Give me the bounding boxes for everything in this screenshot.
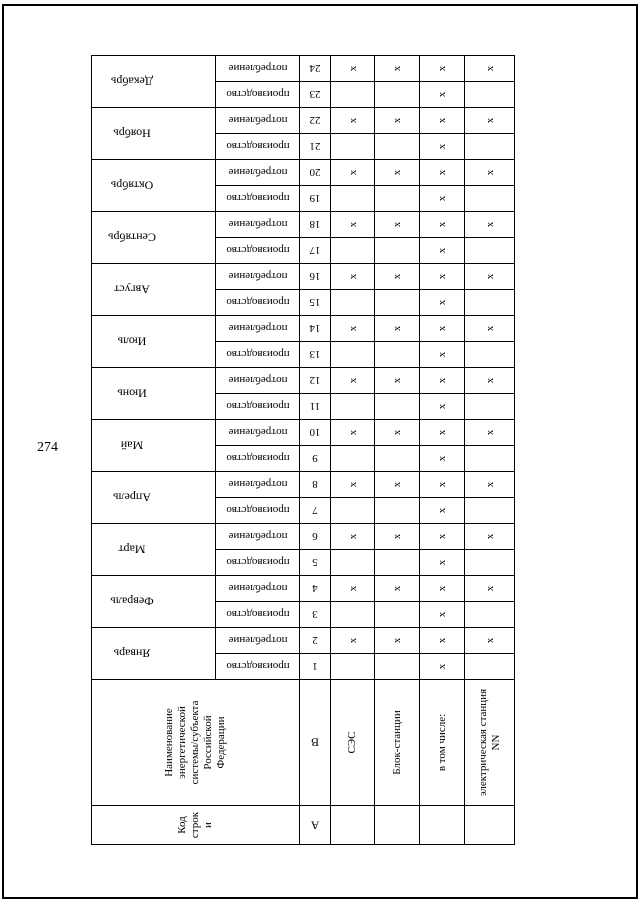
subheader-label: потребление bbox=[228, 426, 287, 439]
x-mark-cell bbox=[465, 238, 515, 264]
month-header-cell bbox=[92, 576, 216, 628]
x-mark-cell: х bbox=[420, 212, 465, 238]
column-number-label: 11 bbox=[309, 400, 321, 413]
x-mark-cell: х bbox=[465, 420, 515, 446]
x-mark-cell bbox=[465, 186, 515, 212]
consumption-subheader-cell bbox=[216, 576, 300, 602]
production-subheader-cell bbox=[216, 394, 300, 420]
column-number-label: 5 bbox=[312, 556, 318, 569]
x-mark-cell bbox=[375, 602, 420, 628]
table-row bbox=[420, 56, 465, 845]
column-number-label: 12 bbox=[309, 374, 321, 387]
x-mark-cell: х bbox=[375, 420, 420, 446]
consumption-subheader-cell bbox=[216, 160, 300, 186]
column-number-cell bbox=[300, 472, 331, 498]
x-mark-cell bbox=[331, 134, 375, 160]
row-name-cell: в том числе: bbox=[420, 680, 465, 806]
subheader-label: производство bbox=[225, 192, 290, 205]
column-number-cell bbox=[300, 446, 331, 472]
subheader-label: производство bbox=[225, 452, 290, 465]
x-mark-cell: х bbox=[331, 628, 375, 654]
subheader-label: потребление bbox=[228, 218, 287, 231]
energy-statistics-table bbox=[91, 55, 515, 845]
subheader-label: потребление bbox=[228, 582, 287, 595]
column-letter-a-label: А bbox=[310, 818, 320, 833]
x-mark-cell bbox=[375, 498, 420, 524]
x-mark-cell: х bbox=[420, 576, 465, 602]
subheader-label: производство bbox=[225, 348, 290, 361]
x-mark-cell bbox=[375, 446, 420, 472]
subheader-label: потребление bbox=[228, 322, 287, 335]
x-mark-cell: х bbox=[465, 576, 515, 602]
row-code-cell bbox=[420, 806, 465, 845]
subheader-label: производство bbox=[225, 88, 290, 101]
x-mark-cell: х bbox=[375, 368, 420, 394]
table-row bbox=[331, 56, 375, 845]
subheader-label: потребление bbox=[228, 478, 287, 491]
column-number-label: 22 bbox=[309, 114, 321, 127]
x-mark-cell: х bbox=[375, 576, 420, 602]
month-header-cell bbox=[92, 160, 216, 212]
column-number-cell bbox=[300, 602, 331, 628]
name-header-line: Наименование bbox=[163, 708, 175, 777]
column-number-cell bbox=[300, 264, 331, 290]
x-mark-cell bbox=[375, 134, 420, 160]
subheader-label: производство bbox=[225, 244, 290, 257]
month-header-cell bbox=[92, 212, 216, 264]
x-mark-cell: х bbox=[420, 550, 465, 576]
column-number-label: 15 bbox=[309, 296, 321, 309]
month-header-cell bbox=[92, 368, 216, 420]
consumption-subheader-cell bbox=[216, 212, 300, 238]
row-name-cell: Блок-станции bbox=[375, 680, 420, 806]
month-label: Сентябрь bbox=[107, 231, 156, 245]
x-mark-cell: х bbox=[375, 316, 420, 342]
x-mark-cell: х bbox=[465, 108, 515, 134]
month-header-cell bbox=[92, 420, 216, 472]
x-mark-cell: х bbox=[420, 628, 465, 654]
column-number-label: 9 bbox=[312, 452, 318, 465]
subheader-label: производство bbox=[225, 556, 290, 569]
x-mark-cell bbox=[465, 290, 515, 316]
x-mark-cell: х bbox=[375, 472, 420, 498]
month-header-cell bbox=[92, 56, 216, 108]
x-mark-cell: х bbox=[375, 56, 420, 82]
column-number-label: 17 bbox=[309, 244, 321, 257]
column-number-label: 14 bbox=[309, 322, 321, 335]
x-mark-cell bbox=[465, 394, 515, 420]
month-header-cell bbox=[92, 264, 216, 316]
name-header-lines bbox=[163, 680, 228, 805]
column-number-cell bbox=[300, 524, 331, 550]
month-label: Август bbox=[113, 283, 150, 297]
name-header-line: системы/субъекта bbox=[189, 700, 201, 785]
column-number-cell bbox=[300, 186, 331, 212]
subheader-label: потребление bbox=[228, 114, 287, 127]
x-mark-cell: х bbox=[420, 446, 465, 472]
x-mark-cell: х bbox=[375, 108, 420, 134]
column-number-cell bbox=[300, 82, 331, 108]
column-number-cell bbox=[300, 394, 331, 420]
x-mark-cell bbox=[465, 82, 515, 108]
x-mark-cell: х bbox=[465, 368, 515, 394]
month-label: Октябрь bbox=[110, 179, 153, 193]
x-mark-cell: х bbox=[331, 212, 375, 238]
subheader-label: потребление bbox=[228, 62, 287, 75]
column-number-label: 8 bbox=[312, 478, 318, 491]
production-subheader-cell bbox=[216, 290, 300, 316]
consumption-subheader-cell bbox=[216, 420, 300, 446]
subheader-label: производство bbox=[225, 400, 290, 413]
x-mark-cell bbox=[375, 342, 420, 368]
column-number-cell bbox=[300, 576, 331, 602]
production-subheader-cell bbox=[216, 602, 300, 628]
production-subheader-cell bbox=[216, 238, 300, 264]
x-mark-cell: х bbox=[331, 472, 375, 498]
subheader-label: потребление bbox=[228, 270, 287, 283]
column-number-label: 16 bbox=[309, 270, 321, 283]
month-header-cell bbox=[92, 628, 216, 680]
x-mark-cell bbox=[331, 550, 375, 576]
subheader-label: производство bbox=[225, 296, 290, 309]
rotated-table-container bbox=[91, 56, 514, 845]
column-number-label: 2 bbox=[312, 634, 318, 647]
x-mark-cell: х bbox=[331, 160, 375, 186]
subheader-label: производство bbox=[225, 608, 290, 621]
column-number-label: 7 bbox=[312, 504, 318, 517]
column-number-cell bbox=[300, 498, 331, 524]
column-number-cell bbox=[300, 212, 331, 238]
x-mark-cell: х bbox=[375, 212, 420, 238]
x-mark-cell: х bbox=[420, 394, 465, 420]
subheader-label: потребление bbox=[228, 166, 287, 179]
x-mark-cell bbox=[375, 550, 420, 576]
column-number-label: 10 bbox=[309, 426, 321, 439]
column-number-cell bbox=[300, 290, 331, 316]
table-row bbox=[375, 56, 420, 845]
production-subheader-cell bbox=[216, 498, 300, 524]
row-code-cell bbox=[331, 806, 375, 845]
x-mark-cell: х bbox=[331, 56, 375, 82]
x-mark-cell bbox=[331, 342, 375, 368]
x-mark-cell: х bbox=[465, 316, 515, 342]
x-mark-cell bbox=[375, 82, 420, 108]
column-number-label: 1 bbox=[312, 660, 318, 673]
subheader-label: потребление bbox=[228, 634, 287, 647]
x-mark-cell bbox=[331, 290, 375, 316]
x-mark-cell: х bbox=[420, 108, 465, 134]
column-numbers-row bbox=[300, 56, 331, 845]
x-mark-cell: х bbox=[420, 498, 465, 524]
x-mark-cell: х bbox=[465, 472, 515, 498]
code-header-line: Код bbox=[176, 816, 188, 834]
column-number-label: 3 bbox=[312, 608, 318, 621]
row-code-cell bbox=[375, 806, 420, 845]
name-header-line: Российской bbox=[202, 715, 214, 770]
x-mark-cell: х bbox=[465, 628, 515, 654]
x-mark-cell: х bbox=[420, 524, 465, 550]
name-column-header bbox=[92, 680, 300, 806]
column-letter-a bbox=[300, 806, 331, 845]
x-mark-cell bbox=[465, 134, 515, 160]
x-mark-cell: х bbox=[331, 316, 375, 342]
consumption-subheader-cell bbox=[216, 524, 300, 550]
x-mark-cell bbox=[331, 186, 375, 212]
x-mark-cell bbox=[465, 550, 515, 576]
code-column-header bbox=[92, 806, 300, 845]
x-mark-cell: х bbox=[420, 82, 465, 108]
production-subheader-cell bbox=[216, 550, 300, 576]
consumption-subheader-cell bbox=[216, 472, 300, 498]
x-mark-cell: х bbox=[331, 420, 375, 446]
x-mark-cell bbox=[465, 342, 515, 368]
row-name-cell: СЭС bbox=[331, 680, 375, 806]
x-mark-cell: х bbox=[465, 160, 515, 186]
subheader-label: производство bbox=[225, 660, 290, 673]
month-label: Июль bbox=[117, 335, 146, 349]
x-mark-cell: х bbox=[420, 56, 465, 82]
x-mark-cell bbox=[375, 186, 420, 212]
column-number-label: 4 bbox=[312, 582, 318, 595]
x-mark-cell bbox=[465, 602, 515, 628]
subheader-label: потребление bbox=[228, 530, 287, 543]
production-subheader-cell bbox=[216, 186, 300, 212]
consumption-subheader-cell bbox=[216, 368, 300, 394]
x-mark-cell bbox=[375, 290, 420, 316]
column-number-label: 19 bbox=[309, 192, 321, 205]
x-mark-cell bbox=[465, 654, 515, 680]
production-subheader-cell bbox=[216, 446, 300, 472]
x-mark-cell: х bbox=[375, 628, 420, 654]
x-mark-cell: х bbox=[420, 160, 465, 186]
x-mark-cell: х bbox=[375, 524, 420, 550]
column-number-label: 21 bbox=[309, 140, 321, 153]
column-number-label: 20 bbox=[309, 166, 321, 179]
x-mark-cell: х bbox=[465, 264, 515, 290]
column-number-cell bbox=[300, 160, 331, 186]
subheader-label: производство bbox=[225, 504, 290, 517]
x-mark-cell: х bbox=[420, 368, 465, 394]
month-label: Декабрь bbox=[110, 75, 153, 89]
production-subheader-cell bbox=[216, 342, 300, 368]
month-label: Март bbox=[117, 543, 146, 557]
column-number-cell bbox=[300, 134, 331, 160]
x-mark-cell bbox=[331, 654, 375, 680]
name-header-line: энергетической bbox=[176, 706, 188, 779]
code-header-line: и bbox=[202, 822, 214, 828]
column-number-cell bbox=[300, 368, 331, 394]
column-number-cell bbox=[300, 550, 331, 576]
column-number-cell bbox=[300, 316, 331, 342]
consumption-subheader-cell bbox=[216, 316, 300, 342]
x-mark-cell: х bbox=[420, 654, 465, 680]
x-mark-cell: х bbox=[465, 212, 515, 238]
x-mark-cell: х bbox=[331, 524, 375, 550]
month-label: Ноябрь bbox=[112, 127, 151, 141]
x-mark-cell: х bbox=[331, 368, 375, 394]
month-header-cell bbox=[92, 524, 216, 576]
x-mark-cell: х bbox=[331, 576, 375, 602]
column-number-label: 23 bbox=[309, 88, 321, 101]
x-mark-cell: х bbox=[420, 134, 465, 160]
code-header-lines bbox=[176, 806, 215, 844]
production-subheader-cell bbox=[216, 654, 300, 680]
x-mark-cell: х bbox=[420, 602, 465, 628]
name-header-line: Федерации bbox=[215, 716, 227, 769]
consumption-subheader-cell bbox=[216, 628, 300, 654]
column-number-cell bbox=[300, 238, 331, 264]
month-label: Июнь bbox=[116, 387, 147, 401]
subheader-label: потребление bbox=[228, 374, 287, 387]
month-label: Май bbox=[120, 439, 143, 453]
column-number-label: 6 bbox=[312, 530, 318, 543]
month-header-cell bbox=[92, 472, 216, 524]
x-mark-cell bbox=[331, 82, 375, 108]
code-header-line: строк bbox=[189, 811, 201, 839]
column-number-label: 13 bbox=[309, 348, 321, 361]
x-mark-cell: х bbox=[331, 264, 375, 290]
x-mark-cell: х bbox=[420, 316, 465, 342]
column-number-cell bbox=[300, 654, 331, 680]
row-code-cell bbox=[465, 806, 515, 845]
x-mark-cell bbox=[375, 654, 420, 680]
x-mark-cell: х bbox=[465, 524, 515, 550]
month-label: Апрель bbox=[112, 491, 151, 505]
column-number-cell bbox=[300, 342, 331, 368]
row-name-cell: электрическая станция NN bbox=[465, 680, 515, 806]
month-label: Февраль bbox=[109, 595, 154, 609]
x-mark-cell bbox=[331, 602, 375, 628]
column-number-cell bbox=[300, 108, 331, 134]
column-number-label: 24 bbox=[309, 62, 321, 75]
x-mark-cell bbox=[375, 238, 420, 264]
x-mark-cell: х bbox=[375, 160, 420, 186]
month-label: Январь bbox=[113, 647, 150, 661]
column-letter-b-label: В bbox=[310, 736, 320, 750]
x-mark-cell: х bbox=[375, 264, 420, 290]
x-mark-cell: х bbox=[420, 238, 465, 264]
column-number-cell bbox=[300, 420, 331, 446]
production-subheader-cell bbox=[216, 82, 300, 108]
months-header-row bbox=[92, 56, 216, 845]
table-row bbox=[465, 56, 515, 845]
x-mark-cell: х bbox=[331, 108, 375, 134]
x-mark-cell bbox=[465, 446, 515, 472]
page-number: 274 bbox=[37, 440, 58, 455]
x-mark-cell: х bbox=[420, 186, 465, 212]
x-mark-cell: х bbox=[420, 290, 465, 316]
consumption-subheader-cell bbox=[216, 56, 300, 82]
x-mark-cell bbox=[331, 446, 375, 472]
column-number-cell bbox=[300, 628, 331, 654]
x-mark-cell bbox=[465, 498, 515, 524]
x-mark-cell: х bbox=[465, 56, 515, 82]
production-subheader-cell bbox=[216, 134, 300, 160]
consumption-subheader-cell bbox=[216, 264, 300, 290]
x-mark-cell bbox=[331, 238, 375, 264]
x-mark-cell bbox=[375, 394, 420, 420]
x-mark-cell bbox=[331, 394, 375, 420]
x-mark-cell: х bbox=[420, 420, 465, 446]
month-header-cell bbox=[92, 316, 216, 368]
subheader-label: производство bbox=[225, 140, 290, 153]
x-mark-cell: х bbox=[420, 472, 465, 498]
month-header-cell bbox=[92, 108, 216, 160]
x-mark-cell: х bbox=[420, 264, 465, 290]
column-number-label: 18 bbox=[309, 218, 321, 231]
column-letter-b bbox=[300, 680, 331, 806]
x-mark-cell bbox=[331, 498, 375, 524]
consumption-subheader-cell bbox=[216, 108, 300, 134]
x-mark-cell: х bbox=[420, 342, 465, 368]
column-number-cell bbox=[300, 56, 331, 82]
